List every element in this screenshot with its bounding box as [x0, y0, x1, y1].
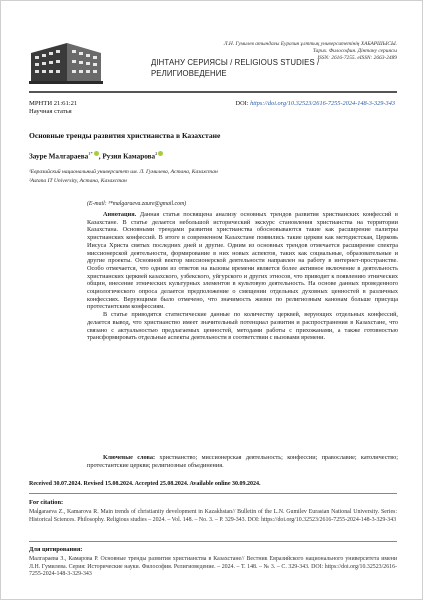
udc-block — [29, 100, 77, 117]
abstract — [87, 211, 398, 342]
author-email: (E-mail: ¹*malgaraeva.zaure@gmail.com) — [87, 201, 187, 207]
journal-series-line: Тарих. Философия. Дінтану сериясы — [312, 48, 397, 55]
author-1-marker: 1* — [88, 151, 93, 156]
article-title: Основные тренды развития христианства в Казахстане — [29, 131, 221, 140]
citation-en-label: For citation: — [29, 499, 64, 506]
citation-ru-text: Малгараева З., Камарова Р. Основные тренды развития христианства в Казахстане// Вестник Евразийского национального университета имени Л.Н. Гумилева. Серия: Исторические науки. Философия. Религиоведение. – 2024. – Т. 148. – № 3. – С. 329-343. DOI: https://doi.org/10.32523/2616-7255-2024-148-3-329-343 — [29, 556, 397, 577]
doi-link[interactable]: https://doi.org/10.32523/2616-7255-2024-148-3-329-343 — [250, 100, 395, 107]
affiliation-2: ²Astana IT University, Астана, Казахстан — [29, 178, 127, 184]
author-2-marker: 2 — [155, 151, 158, 156]
abstract-text-2: В статье приводятся статистические данные по количеству церквей, верующих отдельных конфессий, делается вывод, что христианство имеет значительный потенциал развития и распространения в Казахстане, что связано с актуальностью предлагаемых ценностей, методами работы с прихожанами, а также готовностью трансформировать отдельные аспекты деятельности в соответствии с вызовами времени. — [87, 311, 398, 342]
series-title: ДІНТАНУ СЕРИЯСЫ / RELIGIOUS STUDIES / РЕЛИГИОВЕДЕНИЕ — [151, 58, 320, 78]
article-type: Научная статья — [29, 108, 72, 116]
author-1-name: Зауре Малгараева — [29, 152, 89, 161]
received-dates: Received 30.07.2024. Revised 15.08.2024. Accepted 25.08.2024. Available online 30.09.2024. — [29, 481, 261, 487]
divider-citation-ru — [29, 541, 397, 542]
author-2-name: Рузия Камарова — [102, 152, 156, 161]
abstract-label: Аннотация. — [103, 211, 137, 218]
abstract-text: Данная статья посвящена анализу основных трендов развития христианских конфессий в Казахстане. В статье делается небольшой исторический экскурс становления христианства на территории Казахстана. Основными трендами развития христианства обосновываются такие как расширение палитры христианских конфессий. В итоге в современном Казахстане появились такие церкви как методистская, Церковь Иисуса Христа святых последних дней и другие. Одним из основных трендов отмечается расширение спектра миссионерской деятельности, формирование в них новых аспектов, таких как социальные, образовательные и другие проекты. Основной вектор миссионерской деятельности направлен на работу в интернет-пространстве. Особо отмечается, что одним из ответов на вызовы времени является более активное включение в деятельность христианских церквей казахского, узбекского, уйгурского и других этносов, что приводит к появлению этнических общин, внесение этнических культурных элементов в культовую деятельность. На основе данных проведенного социологического опроса делается предположение о смещении отдельных духовных ценностей в различных конфессиях. Верующими было отмечено, что значимость жизни по религиозным канонам больше присуща протестантским конфессиям. — [87, 211, 399, 311]
affiliation-1: ¹Евразийский национальный университет им. Л. Гумилева, Астана, Казахстан — [29, 169, 218, 175]
keywords-label: Ключевые слова: — [103, 454, 156, 461]
authors-line: Зауре Малгараева$^{1*}$ , Рузия Камарова$^2$ — [29, 151, 163, 160]
doi-label: DOI: — [235, 100, 249, 107]
header-divider — [29, 91, 397, 93]
orcid-icon[interactable] — [158, 151, 163, 156]
doi-block — [236, 100, 395, 108]
orcid-icon[interactable] — [94, 151, 99, 156]
university-building-logo — [29, 41, 103, 85]
citation-en-text: Malgaraeva Z., Kamarova R. Main trends of christianity development in Kazakhstan// Bulletin of the L.N. Gumilev Eurasian National University. Series: Historical Sciences. Philosophy. Religious studies – 2024. – Vol. 148. – No. 3. – P. 329-343. DOI: https://doi.org/10.32523/2616-7255-2024-148-3-329-343 — [29, 509, 397, 523]
divider-citation — [29, 493, 397, 494]
issn-line: ISSN: 2616-7255. eISSN: 2663-2489 — [317, 55, 397, 62]
udc-code: МРНТИ 21:61:21 — [29, 100, 78, 107]
keywords-text: христианство; миссионерская деятельность; конфессии; православие; католичество; протестантские церкви; религиозные объединения. — [87, 454, 398, 469]
journal-name-line: Л.Н. Гумилев атындағы Еуразия ұлттық университетінің ХАБАРШЫСЫ. — [223, 41, 397, 47]
keywords — [87, 454, 398, 469]
citation-ru-label: Для цитирования: — [29, 546, 83, 553]
